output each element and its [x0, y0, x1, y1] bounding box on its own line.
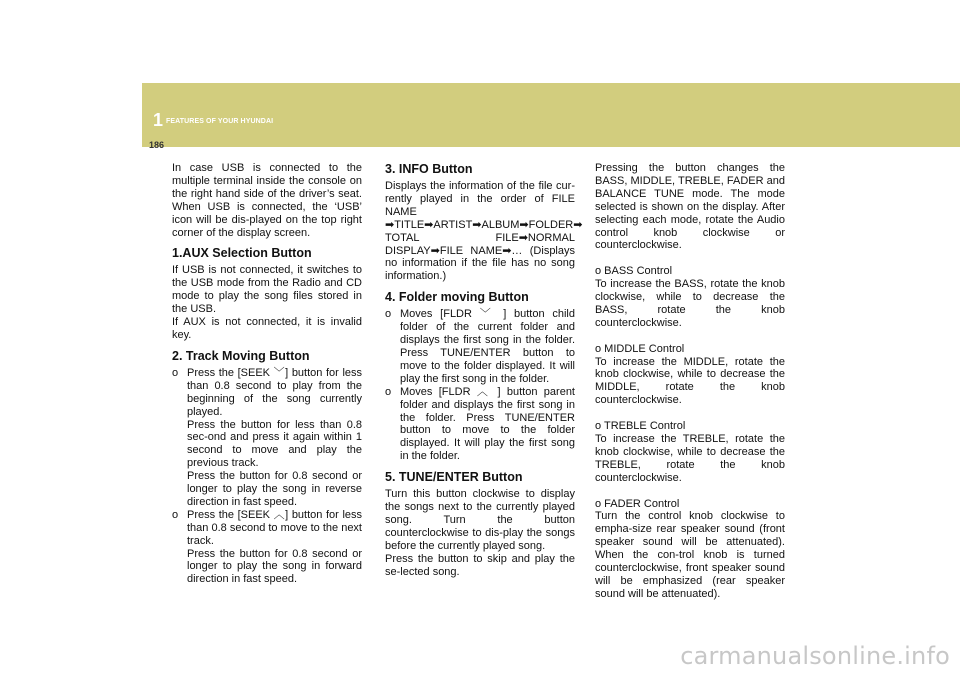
tone-mode-paragraph: Pressing the button changes the BASS, MIDDLE, TREBLE, FADER and BALANCE TUNE mode. The mode selected is shown on the display. After selecting each mode, rotate the Audio control knob clockwise or counterclockwise.: [595, 162, 785, 252]
list-item: [172, 367, 362, 509]
treble-control-text: To increase the TREBLE, rotate the knob clockwise, while to decrease the TREBLE, rotate the knob counterclockwise.: [595, 432, 785, 484]
bullet: o: [385, 308, 392, 321]
fader-control-text: Turn the control knob clockwise to empha-size rear speaker sound (front speaker sound will be attenuated). When the con-trol knob is turned counterclockwise, front speaker sound will be emphasized (rear speaker sound will be attenuated).: [595, 510, 785, 600]
tune-enter-heading: 5. TUNE/ENTER Button: [385, 470, 523, 485]
seek-down-text: Press the [SEEK ﹀] button for less than 0.8 second to play from the beginning of the song currently played.: [187, 366, 362, 418]
usb-intro-paragraph: In case USB is connected to the multiple terminal inside the console on the right hand side of the driver’s seat. When USB is connected, the ‘USB’ icon will be dis-played on the top right corner of the display screen.: [172, 162, 362, 239]
seek-down-sub-1: Press the button for less than 0.8 sec-ond and press it again within 1 second to move and play the previous track.: [187, 418, 362, 470]
watermark: carmanualsonline.info: [680, 642, 950, 670]
bass-control-title: o BASS Control: [595, 265, 673, 278]
column-2: [385, 162, 583, 578]
aux-paragraph-1: If USB is not connected, it switches to the USB mode from the Radio and CD mode to play the song files stored in the USB.: [172, 264, 362, 316]
list-item: [172, 509, 362, 586]
info-paragraph: Displays the information of the file cur-rently played in the order of FILE NAME ➡TITLE➡ARTIST➡ALBUM➡FOLDER➡ TOTAL FILE➡NORMAL DISPLAY➡FILE NAME➡… (Displays no information if the file has no song information.): [385, 180, 583, 283]
info-button-heading: 3. INFO Button: [385, 162, 473, 176]
chapter-number: 1: [153, 110, 164, 130]
bass-control-text: To increase the BASS, rotate the knob clockwise, while to decrease the BASS, rotate the knob counterclockwise.: [595, 278, 785, 329]
column-1: [172, 162, 362, 586]
seek-down-sub-2: Press the button for 0.8 second or longer to play the song in reverse direction in fast speed.: [187, 470, 362, 508]
folder-down-text: Moves [FLDR ﹀ ] button child folder of the current folder and displays the first song in the folder. Press TUNE/ENTER button to move to the folder displayed. It will play the first song in the folder.: [400, 308, 575, 385]
header-band: [142, 83, 960, 147]
fader-control-title: o FADER Control: [595, 497, 680, 510]
seek-up-sub-1: Press the button for 0.8 second or longer to play the song in forward direction in fast speed.: [187, 547, 362, 586]
chapter-title: FEATURES OF YOUR HYUNDAI: [166, 118, 274, 125]
tune-paragraph-1: Turn this button clockwise to display the songs next to the currently played song. Turn the button counterclockwise to dis-play the songs before the currently played song.: [385, 488, 575, 552]
page-number: 186: [149, 140, 165, 150]
column-3: [595, 162, 785, 601]
treble-control-title: o TREBLE Control: [595, 420, 686, 433]
bullet: o: [172, 366, 179, 379]
tune-paragraph-2: Press the button to skip and play the se-lected song.: [385, 552, 575, 578]
list-item: [385, 308, 575, 385]
middle-control-title: o MIDDLE Control: [595, 342, 685, 355]
aux-paragraph-2: If AUX is not connected, it is invalid key.: [172, 316, 362, 341]
bullet: o: [172, 508, 179, 521]
folder-up-text: Moves [FLDR ︿ ] button parent folder and displays the first song in the folder. Press TUNE/ENTER button to move to the folder displayed. It will play the first song in the folder.: [400, 385, 575, 463]
bullet: o: [385, 385, 392, 398]
middle-control-text: To increase the MIDDLE, rotate the knob clockwise, while to decrease the MIDDLE, rotate the knob counterclockwise.: [595, 355, 785, 407]
track-moving-heading: 2. Track Moving Button: [172, 348, 310, 363]
folder-moving-heading: 4. Folder moving Button: [385, 290, 529, 305]
aux-selection-heading: 1.AUX Selection Button: [172, 246, 312, 261]
seek-up-text: Press the [SEEK ︿] button for less than 0.8 second to move to the next track.: [187, 508, 362, 547]
list-item: [385, 386, 575, 463]
